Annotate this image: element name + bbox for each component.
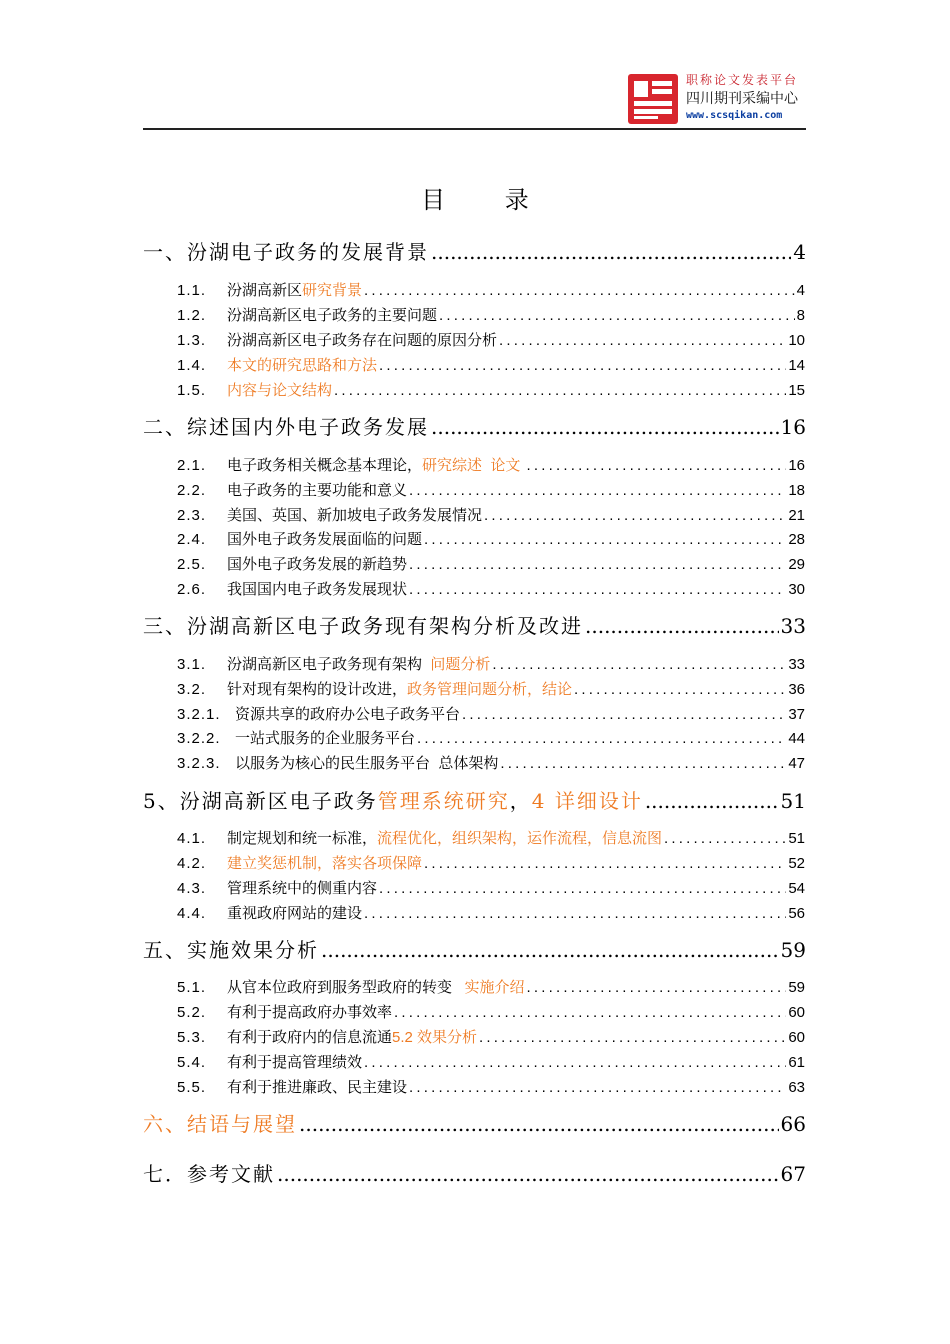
toc-entry-4-1[interactable]	[177, 827, 805, 848]
logo-tagline: 职称论文发表平台	[686, 73, 799, 87]
entry-title: ，	[509, 789, 532, 813]
dot-leader	[379, 880, 786, 897]
entry-number: 5.3.	[177, 1029, 207, 1046]
entry-page: 61	[788, 1054, 805, 1071]
entry-page: 56	[788, 905, 805, 922]
entry-title: 电子政务的主要功能和意义	[227, 482, 408, 499]
entry-title-highlight: 研究背景	[302, 282, 363, 299]
dot-leader	[334, 382, 786, 399]
dot-leader	[424, 531, 786, 548]
logo-url[interactable]: www.scsqikan.com	[686, 110, 783, 121]
entry-page: 14	[788, 357, 805, 374]
entry-number: 1.4.	[177, 357, 207, 374]
toc-entry-5-2[interactable]	[177, 1001, 805, 1022]
entry-page: 33	[780, 614, 806, 638]
entry-title: 有利于提高政府办事效率	[227, 1004, 393, 1021]
newspaper-icon	[628, 74, 678, 124]
entry-page: 33	[788, 656, 805, 673]
entry-title: 从官本位政府到服务型政府的转变	[227, 979, 465, 996]
toc-title: 目 录	[421, 186, 555, 214]
toc-entry-5-1[interactable]	[177, 976, 805, 997]
toc-entry-3-2-1[interactable]	[177, 703, 805, 724]
toc-entry-chapter-3[interactable]	[143, 610, 806, 639]
entry-number: 七．	[143, 1162, 187, 1186]
entry-number: 2.5.	[177, 556, 207, 573]
entry-number: 4.3.	[177, 880, 207, 897]
entry-title: 以服务为核心的民生服务平台 总体架构	[235, 755, 499, 772]
toc-entry-1-2[interactable]	[177, 304, 805, 325]
dot-leader	[500, 755, 786, 772]
entry-page: 37	[788, 706, 805, 723]
entry-title-highlight: 研究综述 论文	[422, 457, 525, 474]
header-divider	[143, 128, 806, 130]
dot-leader	[277, 1162, 779, 1186]
entry-title: 汾湖高新区	[227, 282, 303, 299]
entry-page: 52	[788, 855, 805, 872]
dot-leader	[484, 507, 786, 524]
toc-entry-3-1[interactable]	[177, 653, 805, 674]
entry-title: 有利于推进廉政、民主建设	[227, 1079, 408, 1096]
dot-leader	[527, 457, 787, 474]
toc-entry-4-3[interactable]	[177, 877, 805, 898]
dot-leader	[479, 1029, 786, 1046]
entry-page: 4	[793, 240, 806, 264]
entry-page: 36	[788, 681, 805, 698]
toc-entry-chapter-2[interactable]	[143, 411, 806, 440]
entry-page: 16	[788, 457, 805, 474]
dot-leader	[364, 905, 786, 922]
entry-title-highlight: 结语与展望	[187, 1112, 297, 1136]
toc-entry-2-2[interactable]	[177, 479, 805, 500]
dot-leader	[574, 681, 786, 698]
entry-number: 2.3.	[177, 507, 207, 524]
entry-title: 制定规划和统一标准，	[227, 830, 378, 847]
entry-title: 参考文献	[187, 1162, 275, 1186]
entry-page: 44	[788, 730, 805, 747]
toc-entry-chapter-4[interactable]	[143, 785, 806, 814]
entry-page: 59	[788, 979, 805, 996]
entry-title-highlight: 建立奖惩机制，落实各项保障	[227, 855, 423, 872]
entry-page: 59	[780, 938, 806, 962]
entry-page: 60	[788, 1029, 805, 1046]
entry-page: 28	[788, 531, 805, 548]
dot-leader	[431, 240, 791, 264]
dot-leader	[299, 1112, 779, 1136]
entry-page: 18	[788, 482, 805, 499]
entry-page: 30	[788, 581, 805, 598]
entry-title: 重视政府网站的建设	[227, 905, 363, 922]
dot-leader	[492, 656, 786, 673]
toc-entry-3-2-3[interactable]	[177, 752, 805, 773]
entry-title: 有利于提高管理绩效	[227, 1054, 363, 1071]
entry-number: 5.2.	[177, 1004, 207, 1021]
entry-number: 二、	[143, 415, 187, 439]
entry-number: 3.2.	[177, 681, 207, 698]
toc-entry-2-4[interactable]	[177, 528, 805, 549]
entry-number: 5.4.	[177, 1054, 207, 1071]
entry-title: 汾湖高新区电子政务	[179, 789, 378, 813]
toc-entry-4-2[interactable]	[177, 852, 805, 873]
entry-page: 63	[788, 1079, 805, 1096]
entry-number: 2.2.	[177, 482, 207, 499]
entry-title-highlight: 本文的研究思路和方法	[227, 357, 378, 374]
entry-title: 汾湖高新区电子政务存在问题的原因分析	[227, 332, 498, 349]
toc-entry-1-3[interactable]	[177, 329, 805, 350]
entry-number: 4.2.	[177, 855, 207, 872]
dot-leader	[645, 789, 779, 813]
toc-entry-5-4[interactable]	[177, 1051, 805, 1072]
dot-leader	[499, 332, 786, 349]
entry-title: 针对现有架构的设计改进，	[227, 681, 408, 698]
entry-title: 一站式服务的企业服务平台	[235, 730, 416, 747]
entry-title-highlight: 政务管理问题分析，结论	[407, 681, 573, 698]
dot-leader	[409, 1079, 786, 1096]
entry-title: 管理系统中的侧重内容	[227, 880, 378, 897]
entry-number: 1.1.	[177, 282, 207, 299]
entry-page: 21	[788, 507, 805, 524]
entry-title-highlight: 5.2 效果分析	[392, 1029, 478, 1046]
dot-leader	[321, 938, 779, 962]
entry-page: 51	[780, 789, 806, 813]
entry-number: 5.1.	[177, 979, 207, 996]
entry-title-highlight: 内容与论文结构	[227, 382, 333, 399]
entry-number: 1.3.	[177, 332, 207, 349]
entry-number: 2.1.	[177, 457, 207, 474]
dot-leader	[409, 556, 786, 573]
entry-title-highlight: 管理系统研究	[377, 789, 510, 813]
toc-entry-2-6[interactable]	[177, 578, 805, 599]
dot-leader	[439, 307, 795, 324]
toc-entry-1-5[interactable]	[177, 379, 805, 400]
entry-number: 3.2.2.	[177, 730, 221, 747]
entry-title-highlight: 实施介绍	[464, 979, 525, 996]
dot-leader	[462, 706, 786, 723]
entry-number: 2.6.	[177, 581, 207, 598]
entry-page: 8	[796, 307, 805, 324]
toc-entry-5-3[interactable]	[177, 1026, 805, 1047]
dot-leader	[431, 415, 779, 439]
entry-title-highlight: 流程优化，组织架构，运作流程，信息流图	[377, 830, 663, 847]
toc-entry-2-1[interactable]	[177, 454, 805, 475]
dot-leader	[364, 282, 795, 299]
dot-leader	[409, 482, 786, 499]
dot-leader	[527, 979, 787, 996]
entry-page: 16	[780, 415, 806, 439]
entry-number: 4.1.	[177, 830, 207, 847]
toc-entry-1-4[interactable]	[177, 354, 805, 375]
entry-number: 3.2.1.	[177, 706, 221, 723]
entry-number: 一、	[143, 240, 187, 264]
entry-number: 五、	[143, 938, 187, 962]
entry-title: 国外电子政务发展面临的问题	[227, 531, 423, 548]
entry-title: 汾湖高新区电子政务现有架构	[227, 656, 431, 673]
toc-entry-chapter-1[interactable]	[143, 236, 806, 265]
entry-title-highlight: 4 详细设计	[531, 789, 643, 813]
entry-number: 3.2.3.	[177, 755, 221, 772]
entry-page: 10	[788, 332, 805, 349]
dot-leader	[394, 1004, 786, 1021]
entry-page: 67	[780, 1162, 806, 1186]
entry-title-highlight: 问题分析	[430, 656, 491, 673]
entry-title: 国外电子政务发展的新趋势	[227, 556, 408, 573]
toc-entry-chapter-5[interactable]	[143, 934, 806, 963]
entry-page: 54	[788, 880, 805, 897]
toc-entry-2-3[interactable]	[177, 504, 805, 525]
entry-page: 15	[788, 382, 805, 399]
dot-leader	[379, 357, 786, 374]
entry-number: 1.2.	[177, 307, 207, 324]
toc-entry-2-5[interactable]	[177, 553, 805, 574]
toc-entry-chapter-7[interactable]	[143, 1158, 806, 1187]
entry-number: 六、	[143, 1112, 187, 1136]
entry-number: 5、	[143, 789, 180, 813]
entry-title: 实施效果分析	[187, 938, 319, 962]
entry-number: 三、	[143, 614, 187, 638]
dot-leader	[417, 730, 786, 747]
entry-title: 美国、英国、新加坡电子政务发展情况	[227, 507, 483, 524]
entry-page: 51	[788, 830, 805, 847]
toc-entry-3-2-2[interactable]	[177, 727, 805, 748]
dot-leader	[664, 830, 786, 847]
entry-title: 有利于政府内的信息流通	[227, 1029, 393, 1046]
dot-leader	[424, 855, 786, 872]
dot-leader	[364, 1054, 786, 1071]
logo-org-name: 四川期刊采编中心	[686, 91, 798, 107]
toc-entry-chapter-6[interactable]	[143, 1108, 806, 1137]
toc-entry-1-1[interactable]	[177, 279, 805, 300]
entry-number: 3.1.	[177, 656, 207, 673]
publisher-logo	[628, 72, 818, 128]
entry-page: 47	[788, 755, 805, 772]
entry-title: 我国国内电子政务发展现状	[227, 581, 408, 598]
entry-title: 汾湖高新区电子政务的主要问题	[227, 307, 438, 324]
entry-title: 汾湖电子政务的发展背景	[187, 240, 429, 264]
dot-leader	[409, 581, 786, 598]
entry-title: 综述国内外电子政务发展	[187, 415, 429, 439]
entry-number: 2.4.	[177, 531, 207, 548]
toc-entry-5-5[interactable]	[177, 1076, 805, 1097]
entry-page: 66	[780, 1112, 806, 1136]
entry-page: 29	[788, 556, 805, 573]
entry-page: 60	[788, 1004, 805, 1021]
toc-entry-3-2[interactable]	[177, 678, 805, 699]
entry-title: 资源共享的政府办公电子政务平台	[235, 706, 461, 723]
entry-title: 汾湖高新区电子政务现有架构分析及改进	[187, 614, 583, 638]
entry-page: 4	[796, 282, 805, 299]
entry-title: 电子政务相关概念基本理论，	[227, 457, 423, 474]
entry-number: 4.4.	[177, 905, 207, 922]
entry-number: 1.5.	[177, 382, 207, 399]
toc-entry-4-4[interactable]	[177, 902, 805, 923]
dot-leader	[585, 614, 779, 638]
entry-number: 5.5.	[177, 1079, 207, 1096]
